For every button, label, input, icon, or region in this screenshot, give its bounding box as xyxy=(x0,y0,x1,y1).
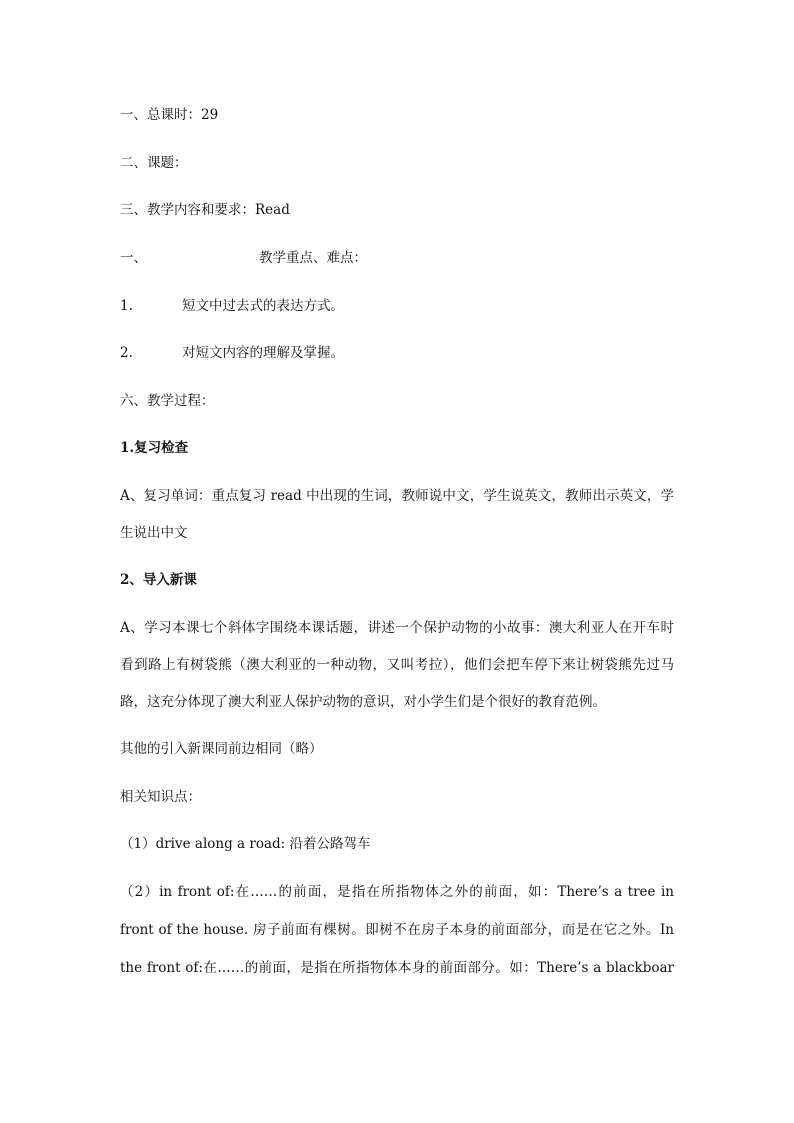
key-point-1-number: 1. xyxy=(120,298,133,314)
section-1-paragraph-line-1: A、复习单词：重点复习 read 中出现的生词，教师说中文，学生说英文，教师出示英文，学 xyxy=(120,488,674,504)
key-points-prefix: 一、 xyxy=(120,250,147,266)
knowledge-heading: 相关知识点： xyxy=(120,789,201,805)
key-point-1 xyxy=(120,296,344,316)
key-point-2-text: 对短文内容的理解及掌握。 xyxy=(182,345,344,361)
key-point-2-number: 2. xyxy=(120,345,133,361)
content-requirement-line: 三、教学内容和要求：Read xyxy=(120,202,290,218)
knowledge-point-2-line-2: front of the house. 房子前面有棵树。即树不在房子本身的前面部分，而是在它之外。In xyxy=(120,922,674,938)
knowledge-point-2-line-1: （2）in front of:在……的前面，是指在所指物体之外的前面，如：There’s a tree in xyxy=(120,884,674,900)
section-1-title: 1.复习检查 xyxy=(120,440,189,456)
total-hours-line: 一、总课时：29 xyxy=(120,107,219,123)
teaching-process-heading: 六、教学过程： xyxy=(120,393,215,409)
other-intro-line: 其他的引入新课同前边相同（略） xyxy=(120,741,323,757)
key-points-label: 教学重点、难点： xyxy=(259,250,367,266)
key-point-1-text: 短文中过去式的表达方式。 xyxy=(182,298,344,314)
section-2-paragraph-line-3: 路，这充分体现了澳大利亚人保护动物的意识，对小学生们是个很好的教育范例。 xyxy=(120,694,606,710)
key-points-heading xyxy=(120,248,367,268)
section-2-title: 2、导入新课 xyxy=(120,572,197,588)
section-2-paragraph-line-2: 看到路上有树袋熊（澳大利亚的一种动物，又叫考拉），他们会把车停下来让树袋熊先过马 xyxy=(120,657,674,673)
knowledge-point-1: （1）drive along a road: 沿着公路驾车 xyxy=(120,836,371,852)
section-1-paragraph-line-2: 生说出中文 xyxy=(120,525,188,541)
topic-line: 二、课题： xyxy=(120,155,188,171)
section-2-paragraph-line-1: A、学习本课七个斜体字围绕本课话题，讲述一个保护动物的小故事：澳大利亚人在开车时 xyxy=(120,620,674,636)
knowledge-point-2-line-3: the front of:在……的前面，是指在所指物体本身的前面部分。如：There’s a blackboar xyxy=(120,960,674,976)
key-point-2 xyxy=(120,343,344,363)
